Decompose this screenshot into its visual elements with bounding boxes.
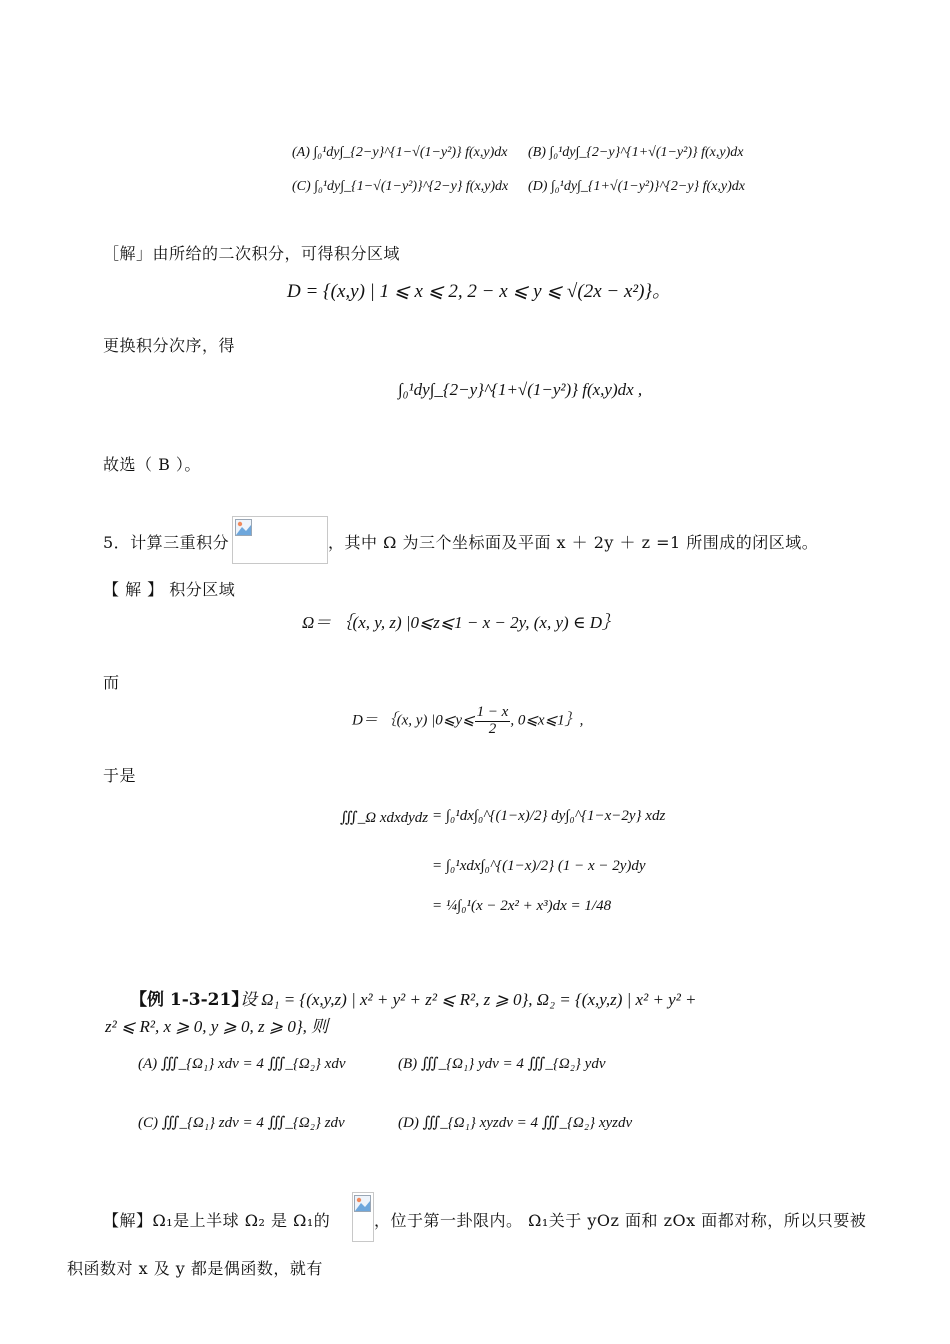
broken-image-icon	[235, 519, 252, 536]
q5-d-post: , 0⩽x⩽1｝,	[510, 712, 584, 729]
q4-option-a: (A) ∫₀¹dy∫_{2−y}^{1−√(1−y²)} f(x,y)dx	[292, 145, 508, 160]
q4-option-b: (B) ∫₀¹dy∫_{2−y}^{1+√(1−y²)} f(x,y)dx	[528, 145, 744, 160]
example-title: 【例 1-3-21】	[130, 990, 249, 1010]
example-solution-post: ，位于第一卦限内。 Ω₁关于 yOz 面和 zOx 面都对称，所以只要被	[374, 1211, 867, 1230]
example-solution-line-2: 积函数对 x 及 y 都是偶函数，就有	[67, 1259, 323, 1278]
example-solution-pre: 【解】Ω₁是上半球 Ω₂ 是 Ω₁的	[103, 1211, 331, 1230]
q4-change-order: 更换积分次序，得	[103, 336, 236, 355]
q5-d-fraction	[475, 705, 511, 738]
q5-d-region	[352, 705, 583, 738]
q5-prompt-pre: 5．计算三重积分	[103, 533, 230, 552]
q5-calc-line-3: = ¼∫₀¹(x − 2x² + x³)dx = 1/48	[432, 898, 612, 914]
example-option-d: (D) ∭_{Ω₁} xyzdv = 4 ∭_{Ω₂} xyzdv	[398, 1115, 633, 1131]
q5-d-denominator: 2	[488, 720, 497, 737]
inline-image-placeholder	[352, 1192, 374, 1242]
q5-calc-line-1: = ∫₀¹dx∫₀^{(1−x)/2} dy∫₀^{1−x−2y} xdz	[432, 808, 666, 824]
q5-d-pre: D＝ ｛(x, y) |0⩽y⩽	[352, 712, 475, 729]
example-option-a: (A) ∭_{Ω₁} xdv = 4 ∭_{Ω₂} xdv	[138, 1056, 346, 1072]
q5-er: 而	[103, 673, 120, 692]
q5-omega-region: Ω＝ ｛(x, y, z) |0⩽z⩽1 − x − 2y, (x, y) ∈ D｝	[302, 613, 620, 632]
q5-solution-label: 【 解 】 积分区域	[103, 580, 236, 599]
q4-option-d: (D) ∫₀¹dy∫_{1+√(1−y²)}^{2−y} f(x,y)dx	[528, 179, 746, 194]
q5-calc-lhs: ∭_Ω xdxdydz	[340, 810, 429, 826]
q5-prompt-post: ，其中 Ω 为三个坐标面及平面 x ＋ 2y ＋ z =1 所围成的闭区域。	[328, 533, 819, 552]
q5-d-numerator: 1 − x	[476, 704, 509, 720]
q5-calc-line-2: = ∫₀¹xdx∫₀^{(1−x)/2} (1 − x − 2y)dy	[432, 858, 646, 874]
example-statement-line-1: 设 Ω₁ = {(x,y,z) | x² + y² + z² ⩽ R², z ⩾ 0}, Ω₂ = {(x,y,z) | x² + y² +	[240, 990, 697, 1009]
q5-yushi: 于是	[103, 766, 137, 785]
example-statement-line-2: z² ⩽ R², x ⩾ 0, y ⩾ 0, z ⩾ 0}, 则	[105, 1017, 329, 1036]
q4-solution-intro: ［解」由所给的二次积分，可得积分区域	[103, 244, 401, 263]
example-option-b: (B) ∭_{Ω₁} ydv = 4 ∭_{Ω₂} ydv	[398, 1056, 606, 1072]
q4-region-formula: D = {(x,y) | 1 ⩽ x ⩽ 2, 2 − x ⩽ y ⩽ √(2x − x²)}。	[287, 281, 671, 302]
q4-answer: 故选（ B ）。	[103, 455, 201, 474]
broken-image-icon	[354, 1195, 371, 1212]
example-option-c: (C) ∭_{Ω₁} zdv = 4 ∭_{Ω₂} zdv	[138, 1115, 345, 1131]
q4-result-formula: ∫₀¹dy∫_{2−y}^{1+√(1−y²)} f(x,y)dx ,	[398, 380, 643, 399]
q4-option-c: (C) ∫₀¹dy∫_{1−√(1−y²)}^{2−y} f(x,y)dx	[292, 179, 509, 194]
formula-image-placeholder	[232, 516, 328, 564]
